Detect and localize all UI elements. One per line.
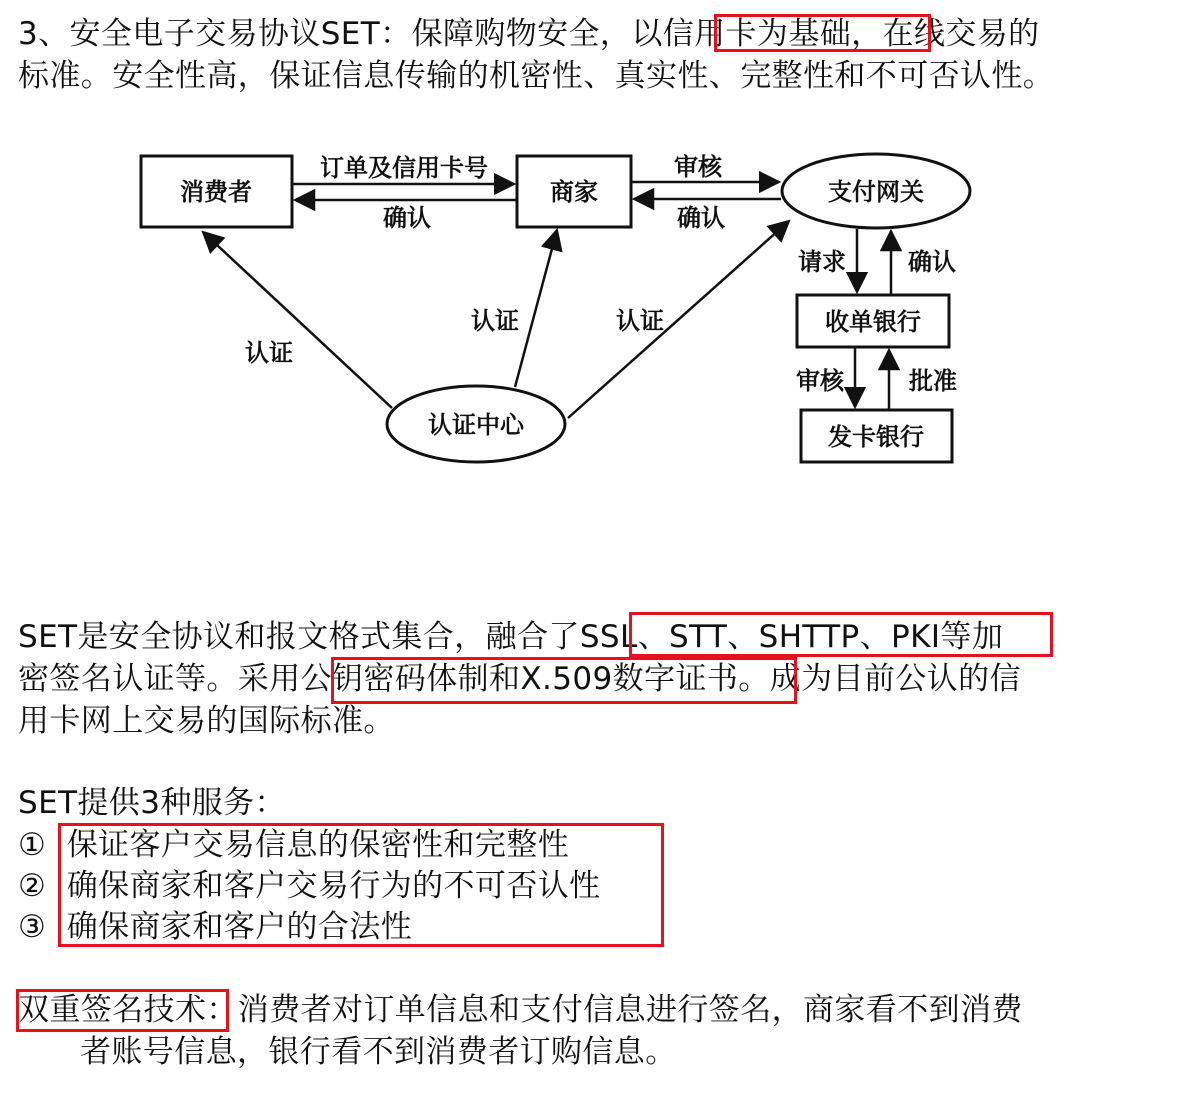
service-text: 确保商家和客户交易行为的不可否认性	[66, 868, 601, 904]
service-number: ①	[18, 827, 47, 863]
merchant-node	[517, 156, 631, 227]
set-desc-highlight-protocols: SSL、STT、SHTTP、PKI	[579, 619, 941, 655]
set-desc-line2-post: 。成为目前公认的信	[738, 661, 1021, 697]
highlight-box-credit-card	[714, 14, 931, 52]
consumer-label: 消费者	[180, 177, 252, 206]
dual-sig-line1-text: ：消费者对订单信息和支付信息进行签名，商家看不到消费	[206, 992, 1023, 1028]
arrow-ca-to-gateway	[568, 221, 789, 418]
ca-label: 认证中心	[428, 410, 524, 439]
label-confirm-ag: 确认	[908, 247, 956, 276]
label-review-mg: 审核	[674, 152, 722, 181]
acquirer-node	[797, 295, 949, 347]
issuer-label: 发卡银行	[828, 422, 924, 451]
section3-highlight-credit-card: 信用卡为基础	[662, 16, 852, 52]
set-desc-line2-pre: 密签名认证等。采用	[18, 661, 301, 697]
acquirer-label: 收单银行	[825, 307, 921, 336]
set-desc-line3: 用卡网上交易的国际标准。	[18, 703, 395, 739]
highlight-box-pki	[331, 657, 797, 704]
section3-line2: 标准。安全性高，保证信息传输的机密性、真实性、完整性和不可否认性。	[18, 58, 1055, 94]
dual-sig-line2: 者账号信息，银行看不到消费者订购信息。	[80, 1034, 677, 1070]
section3-line1-post: ，在线交易的	[851, 16, 1040, 52]
label-cert-merchant: 认证	[471, 306, 519, 335]
arrow-ca-to-consumer	[203, 232, 392, 408]
highlight-box-dual-sig	[16, 989, 229, 1032]
label-review-ai: 审核	[796, 366, 844, 395]
set-desc-line1-post: 等加	[940, 619, 1004, 655]
consumer-node	[141, 156, 292, 227]
ca-node	[387, 386, 565, 462]
label-request: 请求	[798, 247, 846, 276]
label-confirm-gm: 确认	[677, 203, 725, 232]
highlight-box-protocols	[629, 612, 1053, 657]
set-desc-highlight-pki: 公钥密码体制和X.509数字证书	[300, 661, 739, 697]
label-approve: 批准	[909, 366, 957, 395]
merchant-label: 商家	[550, 177, 598, 206]
issuer-node	[801, 410, 952, 462]
set-desc-line1-pre: SET是安全协议和报文格式集合，融合了	[18, 619, 580, 655]
section3-line1-pre: 3、安全电子交易协议SET：保障购物安全，以	[18, 16, 663, 52]
dual-sig-term: 双重签名技术	[18, 992, 207, 1028]
label-confirm-cm: 确认	[383, 203, 431, 232]
services-heading: SET提供3种服务：	[18, 785, 286, 821]
gateway-label: 支付网关	[828, 177, 924, 206]
service-number: ②	[18, 868, 47, 904]
highlight-box-services	[58, 823, 664, 947]
arrow-ca-to-merchant	[515, 230, 557, 387]
label-order-card: 订单及信用卡号	[320, 153, 488, 182]
gateway-node	[782, 154, 970, 228]
service-text: 保证客户交易信息的保密性和完整性	[66, 827, 570, 863]
service-text: 确保商家和客户的合法性	[66, 909, 413, 945]
label-cert-gateway: 认证	[616, 306, 664, 335]
label-cert-consumer: 认证	[245, 338, 293, 367]
service-number: ③	[18, 909, 47, 945]
